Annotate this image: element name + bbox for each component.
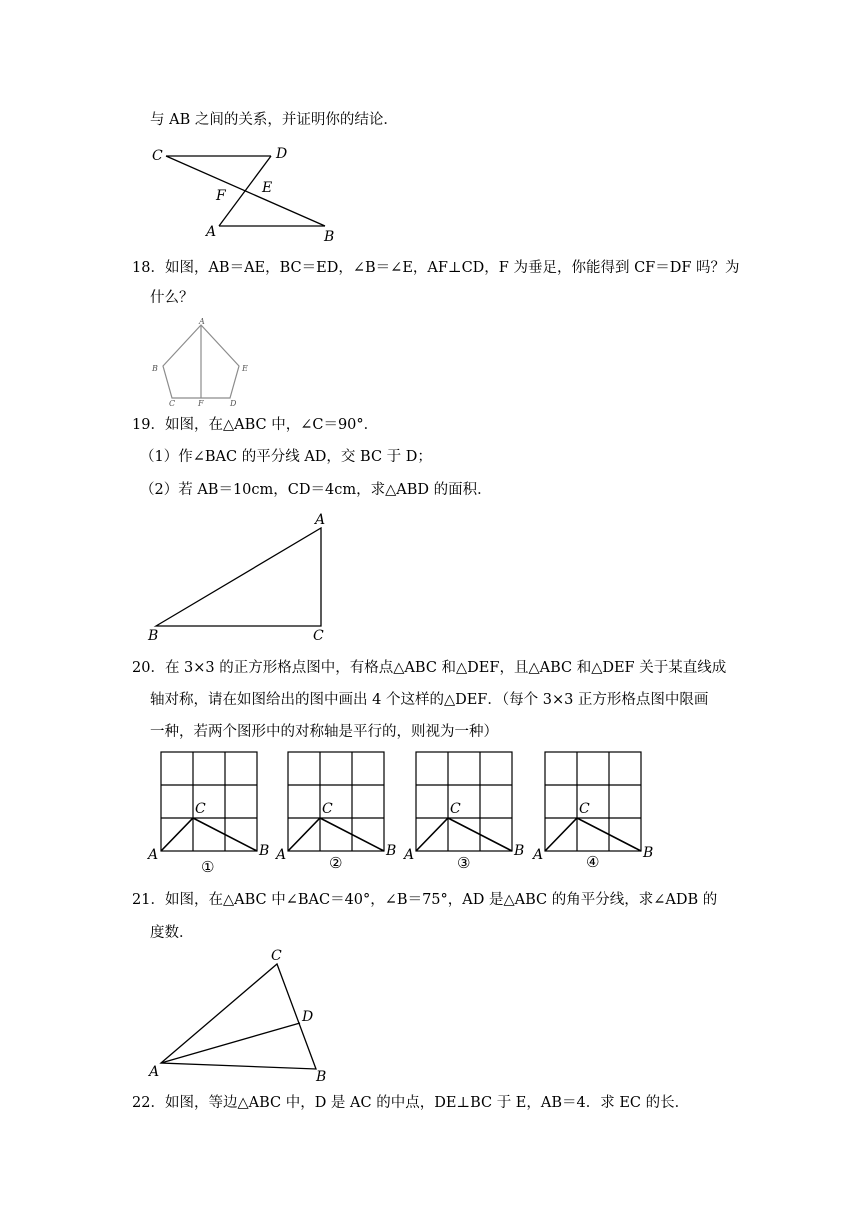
fig18-label-a: A bbox=[199, 317, 205, 326]
q20-line-3: 一种，若两个图形中的对称轴是平行的，则视为一种） bbox=[150, 724, 498, 740]
q20-line-1: 20．在 3×3 的正方形格点图中，有格点△ABC 和△DEF，且△ABC 和△DEF 关于某直线成 bbox=[132, 660, 727, 676]
fig21-label-d: D bbox=[302, 1009, 314, 1025]
q18-line-1: 18．如图，AB＝AE，BC＝ED，∠B＝∠E，AF⊥CD，F 为垂足，你能得到 CF＝DF 吗？为 bbox=[132, 260, 740, 276]
grid1-label-b: B bbox=[259, 843, 270, 859]
grid3-number: ③ bbox=[457, 854, 471, 872]
fig17-label-b: B bbox=[324, 229, 335, 245]
fig17-label-c: C bbox=[152, 148, 163, 164]
grid3-label-a: A bbox=[404, 847, 415, 863]
grid4-label-a: A bbox=[533, 847, 544, 863]
fig19-label-a: A bbox=[315, 512, 326, 528]
fig19-label-b: B bbox=[148, 628, 159, 644]
grid2-label-a: A bbox=[276, 847, 287, 863]
grid4-number: ④ bbox=[586, 853, 600, 871]
grid4-label-c: C bbox=[579, 801, 590, 817]
q21-line-2: 度数． bbox=[150, 925, 194, 941]
grid1-label-a: A bbox=[148, 847, 159, 863]
q17-text: 与 AB 之间的关系，并证明你的结论． bbox=[150, 112, 398, 128]
grid2-label-c: C bbox=[322, 801, 333, 817]
fig21-label-a: A bbox=[149, 1064, 160, 1080]
fig19-label-c: C bbox=[313, 628, 324, 644]
q19-line-3: （2）若 AB＝10cm，CD＝4cm，求△ABD 的面积． bbox=[140, 482, 492, 498]
grid4-label-b: B bbox=[643, 845, 654, 861]
grid3-label-b: B bbox=[514, 843, 525, 859]
fig18-label-c: C bbox=[169, 399, 176, 408]
fig17-label-e: E bbox=[262, 180, 273, 196]
q19-line-1: 19．如图，在△ABC 中，∠C＝90°． bbox=[132, 417, 379, 433]
q21-line-1: 21．如图，在△ABC 中∠BAC＝40°，∠B＝75°，AD 是△ABC 的角平分线，求∠ADB 的 bbox=[132, 892, 718, 908]
q19-line-2: （1）作∠BAC 的平分线 AD，交 BC 于 D； bbox=[140, 449, 432, 465]
fig21-label-c: C bbox=[271, 948, 282, 964]
fig18-label-e: E bbox=[242, 364, 248, 373]
grid3-label-c: C bbox=[450, 801, 461, 817]
grid2-label-b: B bbox=[386, 843, 397, 859]
q20-line-2: 轴对称，请在如图给出的图中画出 4 个这样的△DEF．（每个 3×3 正方形格点图中限画 bbox=[150, 692, 709, 708]
grid2-number: ② bbox=[329, 854, 343, 872]
fig17-label-a: A bbox=[206, 224, 217, 240]
fig21-label-b: B bbox=[316, 1069, 327, 1085]
q18-line-2: 什么？ bbox=[150, 290, 194, 306]
fig18-label-d: D bbox=[230, 399, 237, 408]
grid1-number: ① bbox=[201, 858, 215, 876]
fig18-label-b: B bbox=[152, 364, 158, 373]
grid1-label-c: C bbox=[195, 801, 206, 817]
fig17-label-d: D bbox=[276, 146, 288, 162]
fig18-label-f: F bbox=[198, 399, 204, 408]
q22-text: 22．如图，等边△ABC 中，D 是 AC 的中点，DE⊥BC 于 E，AB＝4．求 EC 的长． bbox=[132, 1095, 690, 1111]
fig17-label-f: F bbox=[216, 188, 226, 204]
